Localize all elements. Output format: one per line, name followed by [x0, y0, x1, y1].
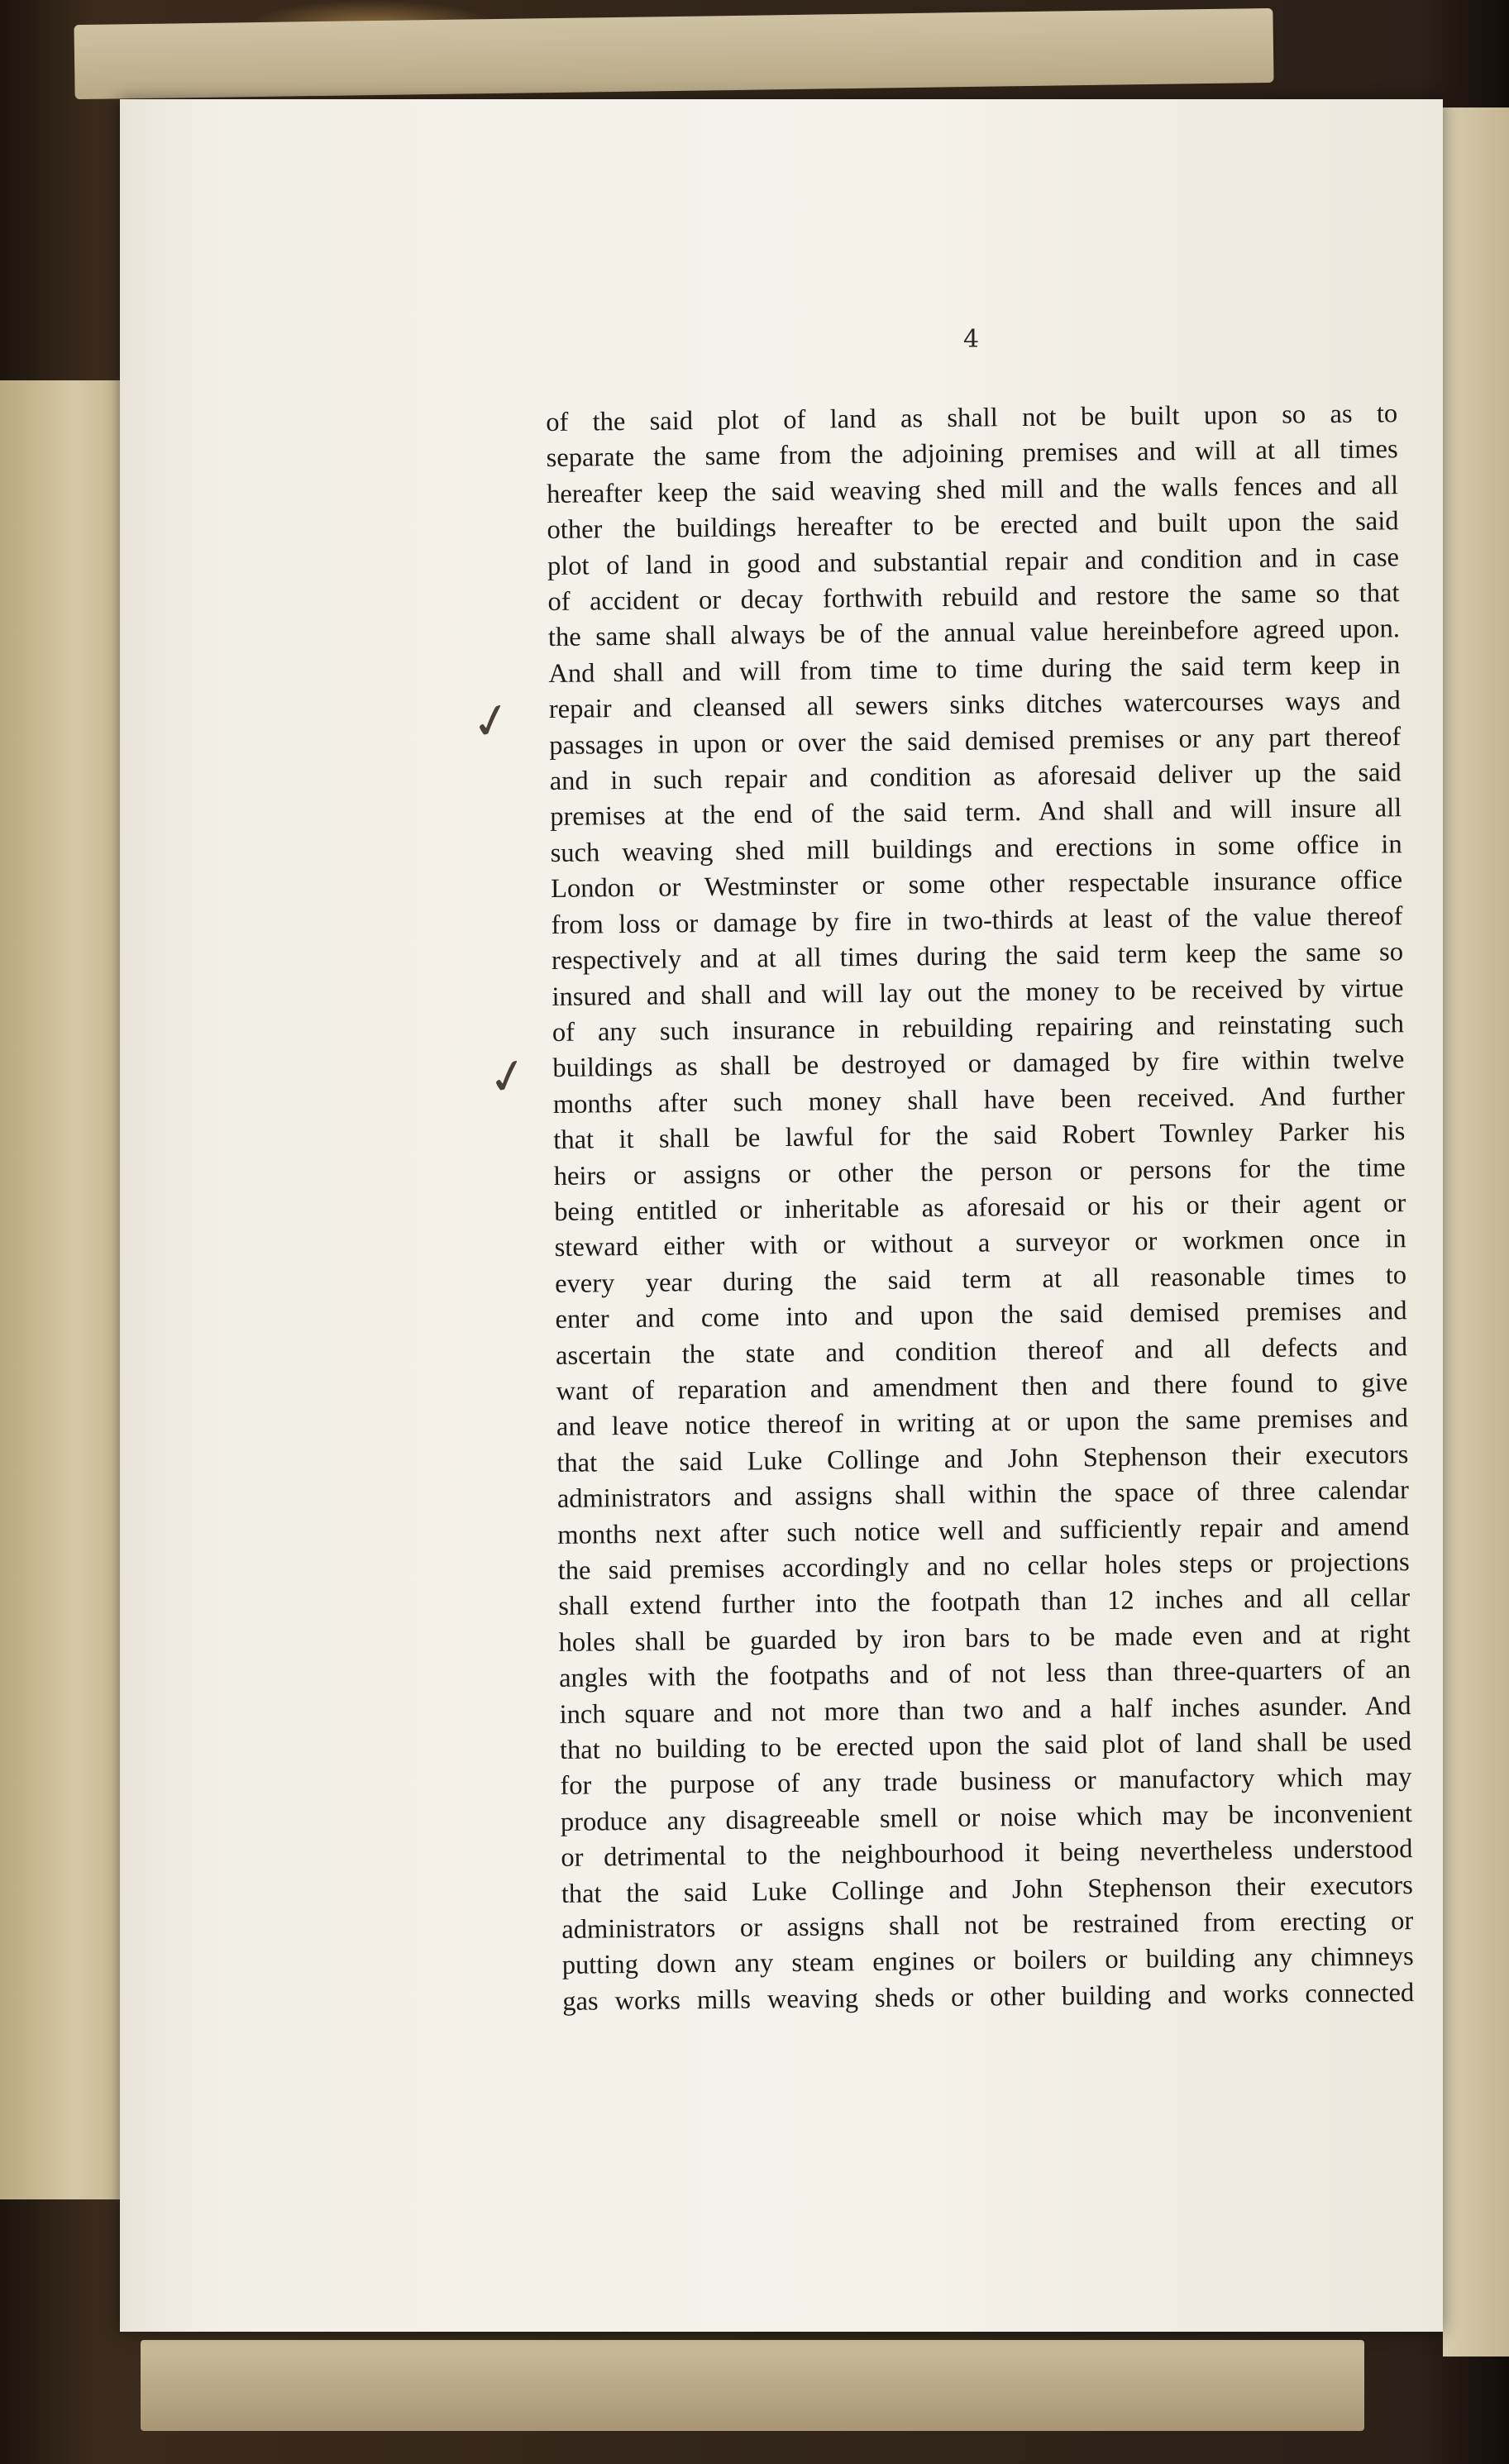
- text-line: other the buildings hereafter to be erected and built upon the said: [547, 506, 1399, 546]
- text-line: of any such insurance in rebuilding repairing and reinstating such: [552, 1009, 1405, 1048]
- text-line: And shall and will from time to time during the said term keep in: [548, 650, 1401, 689]
- body-text: [546, 396, 1414, 2020]
- text-line: putting down any steam engines or boilers or building any chimneys: [561, 1941, 1414, 1981]
- text-line: for the purpose of any trade business or manufactory which may: [560, 1762, 1412, 1802]
- check-mark-icon: ✓: [466, 689, 518, 753]
- text-line: produce any disagreeable smell or noise which may be inconvenient: [560, 1798, 1413, 1837]
- text-line: plot of land in good and substantial repair and condition and in case: [547, 542, 1400, 581]
- text-line: respectively and at all times during the said term keep the same so: [551, 937, 1404, 977]
- text-line: that no building to be erected upon the said plot of land shall be used: [559, 1726, 1412, 1765]
- text-line: and in such repair and condition as aforesaid deliver up the said: [549, 757, 1402, 797]
- text-line: such weaving shed mill buildings and erections in some office in: [550, 829, 1402, 868]
- text-line: the same shall always be of the annual value hereinbefore agreed upon.: [547, 614, 1401, 653]
- text-line: from loss or damage by fire in two-thirds at least of the value thereof: [551, 900, 1403, 940]
- text-line: every year during the said term at all reasonable times to: [554, 1259, 1407, 1299]
- text-line: enter and come into and upon the said demised premises and: [555, 1296, 1407, 1335]
- check-mark-icon: ✓: [482, 1044, 534, 1109]
- text-line: passages in upon or over the said demised premises or any part thereof: [549, 721, 1402, 761]
- text-line: insured and shall and will lay out the money to be received by virtue: [552, 972, 1404, 1012]
- background-paper-top: [74, 8, 1273, 99]
- text-line: holes shall be guarded by iron bars to be made even and at right: [558, 1618, 1411, 1658]
- text-line: hereafter keep the said weaving shed mill and the walls fences and all: [546, 470, 1399, 509]
- text-line: premises at the end of the said term. And shall and will insure all: [550, 793, 1402, 833]
- text-line: steward either with or without a surveyor or workmen once in: [554, 1224, 1406, 1263]
- text-line: separate the same from the adjoining premises and will at all times: [546, 434, 1398, 474]
- text-line: London or Westminster or some other respectable insurance office: [550, 865, 1403, 905]
- background-paper-left: [0, 380, 127, 2199]
- text-line: being entitled or inheritable as aforesaid or his or their agent or: [554, 1188, 1406, 1227]
- text-line: administrators and assigns shall within the space of three calendar: [556, 1475, 1409, 1515]
- text-line: administrators or assigns shall not be restrained from erecting or: [561, 1906, 1414, 1945]
- page-number: 4: [963, 325, 980, 354]
- text-line: inch square and not more than two and a half inches asunder. And: [559, 1690, 1411, 1730]
- background-paper-bottom: [141, 2340, 1364, 2431]
- faded-handwriting: [50, 1472, 66, 1546]
- text-line: months next after such notice well and sufficiently repair and amend: [557, 1511, 1410, 1550]
- text-line: repair and cleansed all sewers sinks ditches watercourses ways and: [548, 685, 1401, 725]
- text-line: of the said plot of land as shall not be built upon so as to: [546, 399, 1398, 437]
- text-line: or detrimental to the neighbourhood it being nevertheless understood: [561, 1834, 1413, 1874]
- text-line: the said premises accordingly and no cellar holes steps or projections: [557, 1547, 1410, 1586]
- background-paper-right: [1443, 107, 1509, 2357]
- text-line: gas works mills weaving sheds or other building and works connected: [562, 1977, 1415, 2017]
- text-line: want of reparation and amendment then and there found to give: [556, 1368, 1408, 1406]
- text-line: buildings as shall be destroyed or damaged by fire within twelve: [552, 1044, 1405, 1084]
- text-line: that the said Luke Collinge and John Stephenson their executors: [561, 1869, 1413, 1909]
- text-line: ascertain the state and condition thereof and all defects and: [555, 1331, 1408, 1371]
- text-line: shall extend further into the footpath than 12 inches and all cellar: [558, 1583, 1411, 1622]
- text-line: heirs or assigns or other the person or persons for the time: [553, 1152, 1406, 1191]
- text-line: that the said Luke Collinge and John Stephenson their executors: [556, 1439, 1409, 1478]
- text-line: months after such money shall have been received. And further: [552, 1080, 1405, 1120]
- text-line: angles with the footpaths and of not less than three-quarters of an: [558, 1655, 1411, 1694]
- text-line: and leave notice thereof in writing at or upon the same premises and: [556, 1403, 1409, 1443]
- text-line: that it shall be lawful for the said Robert Townley Parker his: [553, 1116, 1406, 1156]
- text-line: of accident or decay forthwith rebuild and restore the same so that: [547, 578, 1400, 618]
